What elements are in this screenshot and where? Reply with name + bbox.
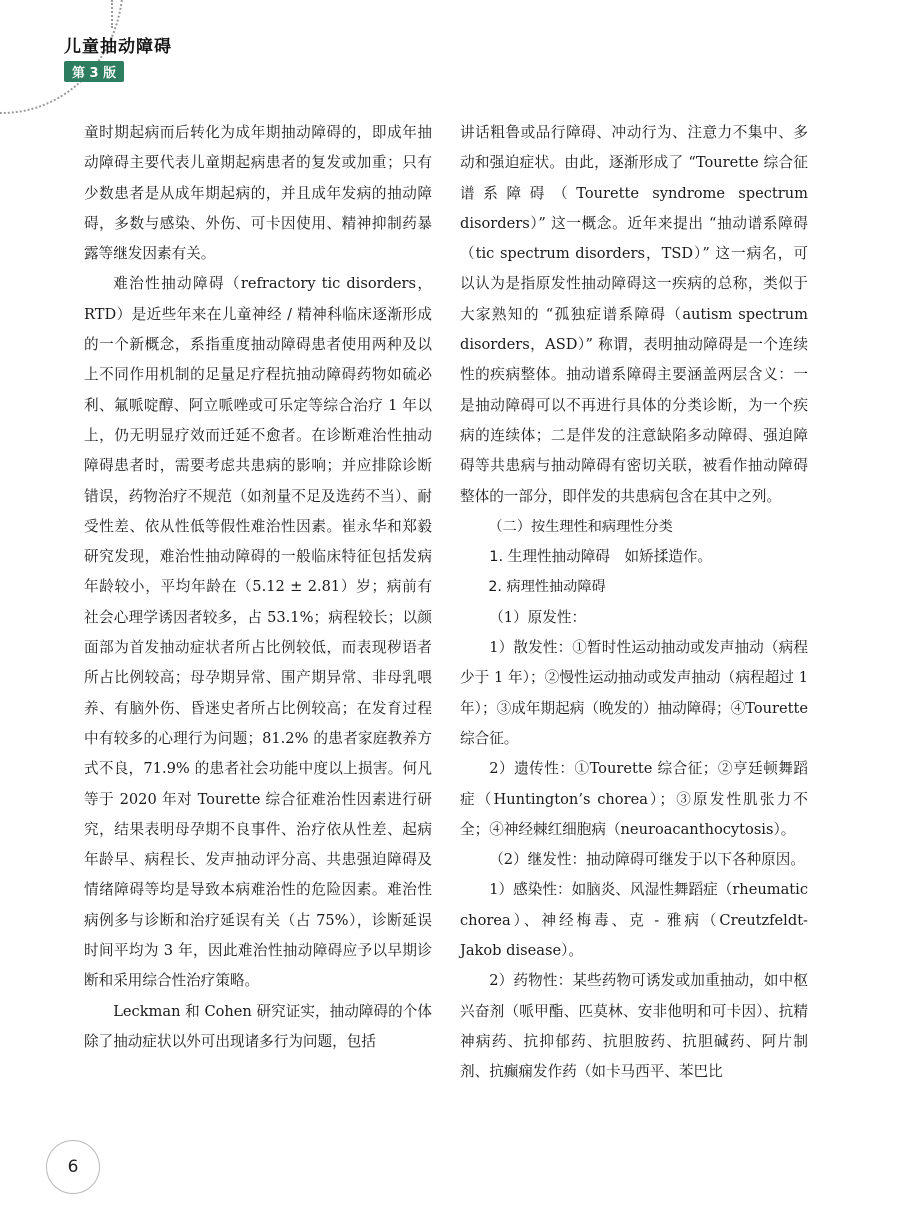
paragraph: 难治性抽动障碍（refractory tic disorders，RTD）是近些年来在儿童神经 / 精神科临床逐渐形成的一个新概念，系指重度抽动障碍患者使用两种及以上不同作用机制的足量足疗程抗抽动障碍药物如硫必利、氟哌啶醇、阿立哌唑或可乐定等综合治疗 1 年以上，仍无明显疗效而迁延不愈者。在诊断难治性抽动障碍患者时，需要考虑共患病的影响；并应排除诊断错误，药物治疗不规范（如剂量不足及选药不当）、耐受性差、依从性低等假性难治性因素。崔永华和郑毅研究发现，难治性抽动障碍的一般临床特征包括发病年龄较小，平均年龄在（5.12 ± 2.81）岁；病前有社会心理学诱因者较多，占 53.1%；病程较长；以颜面部为首发抽动症状者所占比例较低，而表现秽语者所占比例较高；母孕期异常、围产期异常、非母乳喂养、有脑外伤、昏迷史者所占比例较高；在发育过程中有较多的心理行为问题；81.2% 的患者家庭教养方式不良，71.9% 的患者社会功能中度以上损害。何凡等于 2020 年对 Tourette 综合征难治性因素进行研究，结果表明母孕期不良事件、治疗依从性差、起病年龄早、病程长、发声抽动评分高、共患强迫障碍及情绪障碍等均是导致本病难治性的危险因素。难治性病例多与诊断和治疗延误有关（占 75%），诊断延误时间平均为 3 年，因此难治性抽动障碍应予以早期诊断和采用综合性治疗策略。 [84,275,432,990]
decorative-dotted-arc [0,0,124,114]
book-title: 儿童抽动障碍 [64,37,172,57]
list-item: 2）遗传性：①Tourette 综合征；②亨廷顿舞蹈症（Huntington’s chorea）；③原发性肌张力不全；④神经棘红细胞病（neuroacanthocytosis）。 [460,760,808,838]
subsection-text: 如矫揉造作。 [609,548,713,566]
paragraph: 讲话粗鲁或品行障碍、冲动行为、注意力不集中、多动和强迫症状。由此，逐渐形成了 “Tourette 综合征谱系障碍（Tourette syndrome spectrum disorders）” 这一概念。近年来提出 “抽动谱系障碍（tic spectrum disorders，TSD）” 这一病名，可以认为是指原发性抽动障碍这一疾病的总称，类似于大家熟知的 “孤独症谱系障碍（autism spectrum disorders，ASD）” 称谓，表明抽动障碍是一个连续性的疾病整体。抽动谱系障碍主要涵盖两层含义：一是抽动障碍可以不再进行具体的分类诊断，为一个疾病的连续体；二是伴发的注意缺陷多动障碍、强迫障碍等共患病与抽动障碍有密切关联，被看作抽动障碍整体的一部分，即伴发的共患病包含在其中之列。 [460,124,808,505]
list-item: （2）继发性：抽动障碍可继发于以下各种原因。 [489,851,805,869]
paragraph: 童时期起病而后转化为成年期抽动障碍的，即成年抽动障碍主要代表儿童期起病患者的复发或加重；只有少数患者是从成年期起病的，并且成年发病的抽动障碍，多数与感染、外伤、可卡因使用、精神抑制药暴露等继发因素有关。 [84,124,432,263]
subsection-line [460,542,808,572]
right-column [460,118,808,1088]
page-number: 6 [46,1140,100,1194]
edition-badge: 第 3 版 [64,61,124,82]
list-item: 1）散发性：①暂时性运动抽动或发声抽动（病程少于 1 年）；②慢性运动抽动或发声抽动（病程超过 1 年）；③成年期起病（晚发的）抽动障碍；④Tourette 综合征。 [460,639,808,747]
subsection-heading: 2. 病理性抽动障碍 [488,579,606,596]
left-column [84,118,432,1057]
paragraph: Leckman 和 Cohen 研究证实，抽动障碍的个体除了抽动症状以外可出现诸多行为问题，包括 [84,1002,432,1050]
list-item: 2）药物性：某些药物可诱发或加重抽动，如中枢兴奋剂（哌甲酯、匹莫林、安非他明和可卡因）、抗精神病药、抗抑郁药、抗胆胺药、抗胆碱药、阿片制剂、抗癫痫发作药（如卡马西平、苯巴比 [460,972,808,1081]
subsection-heading: 1. 生理性抽动障碍 [489,548,610,566]
list-item: 1）感染性：如脑炎、风湿性舞蹈症（rheumatic chorea）、神经梅毒、克 - 雅病（Creutzfeldt-Jakob disease）。 [460,881,808,960]
section-heading: （二）按生理性和病理性分类 [488,518,673,535]
list-item: （1）原发性： [489,608,587,626]
decorative-dotted-line [111,0,113,28]
